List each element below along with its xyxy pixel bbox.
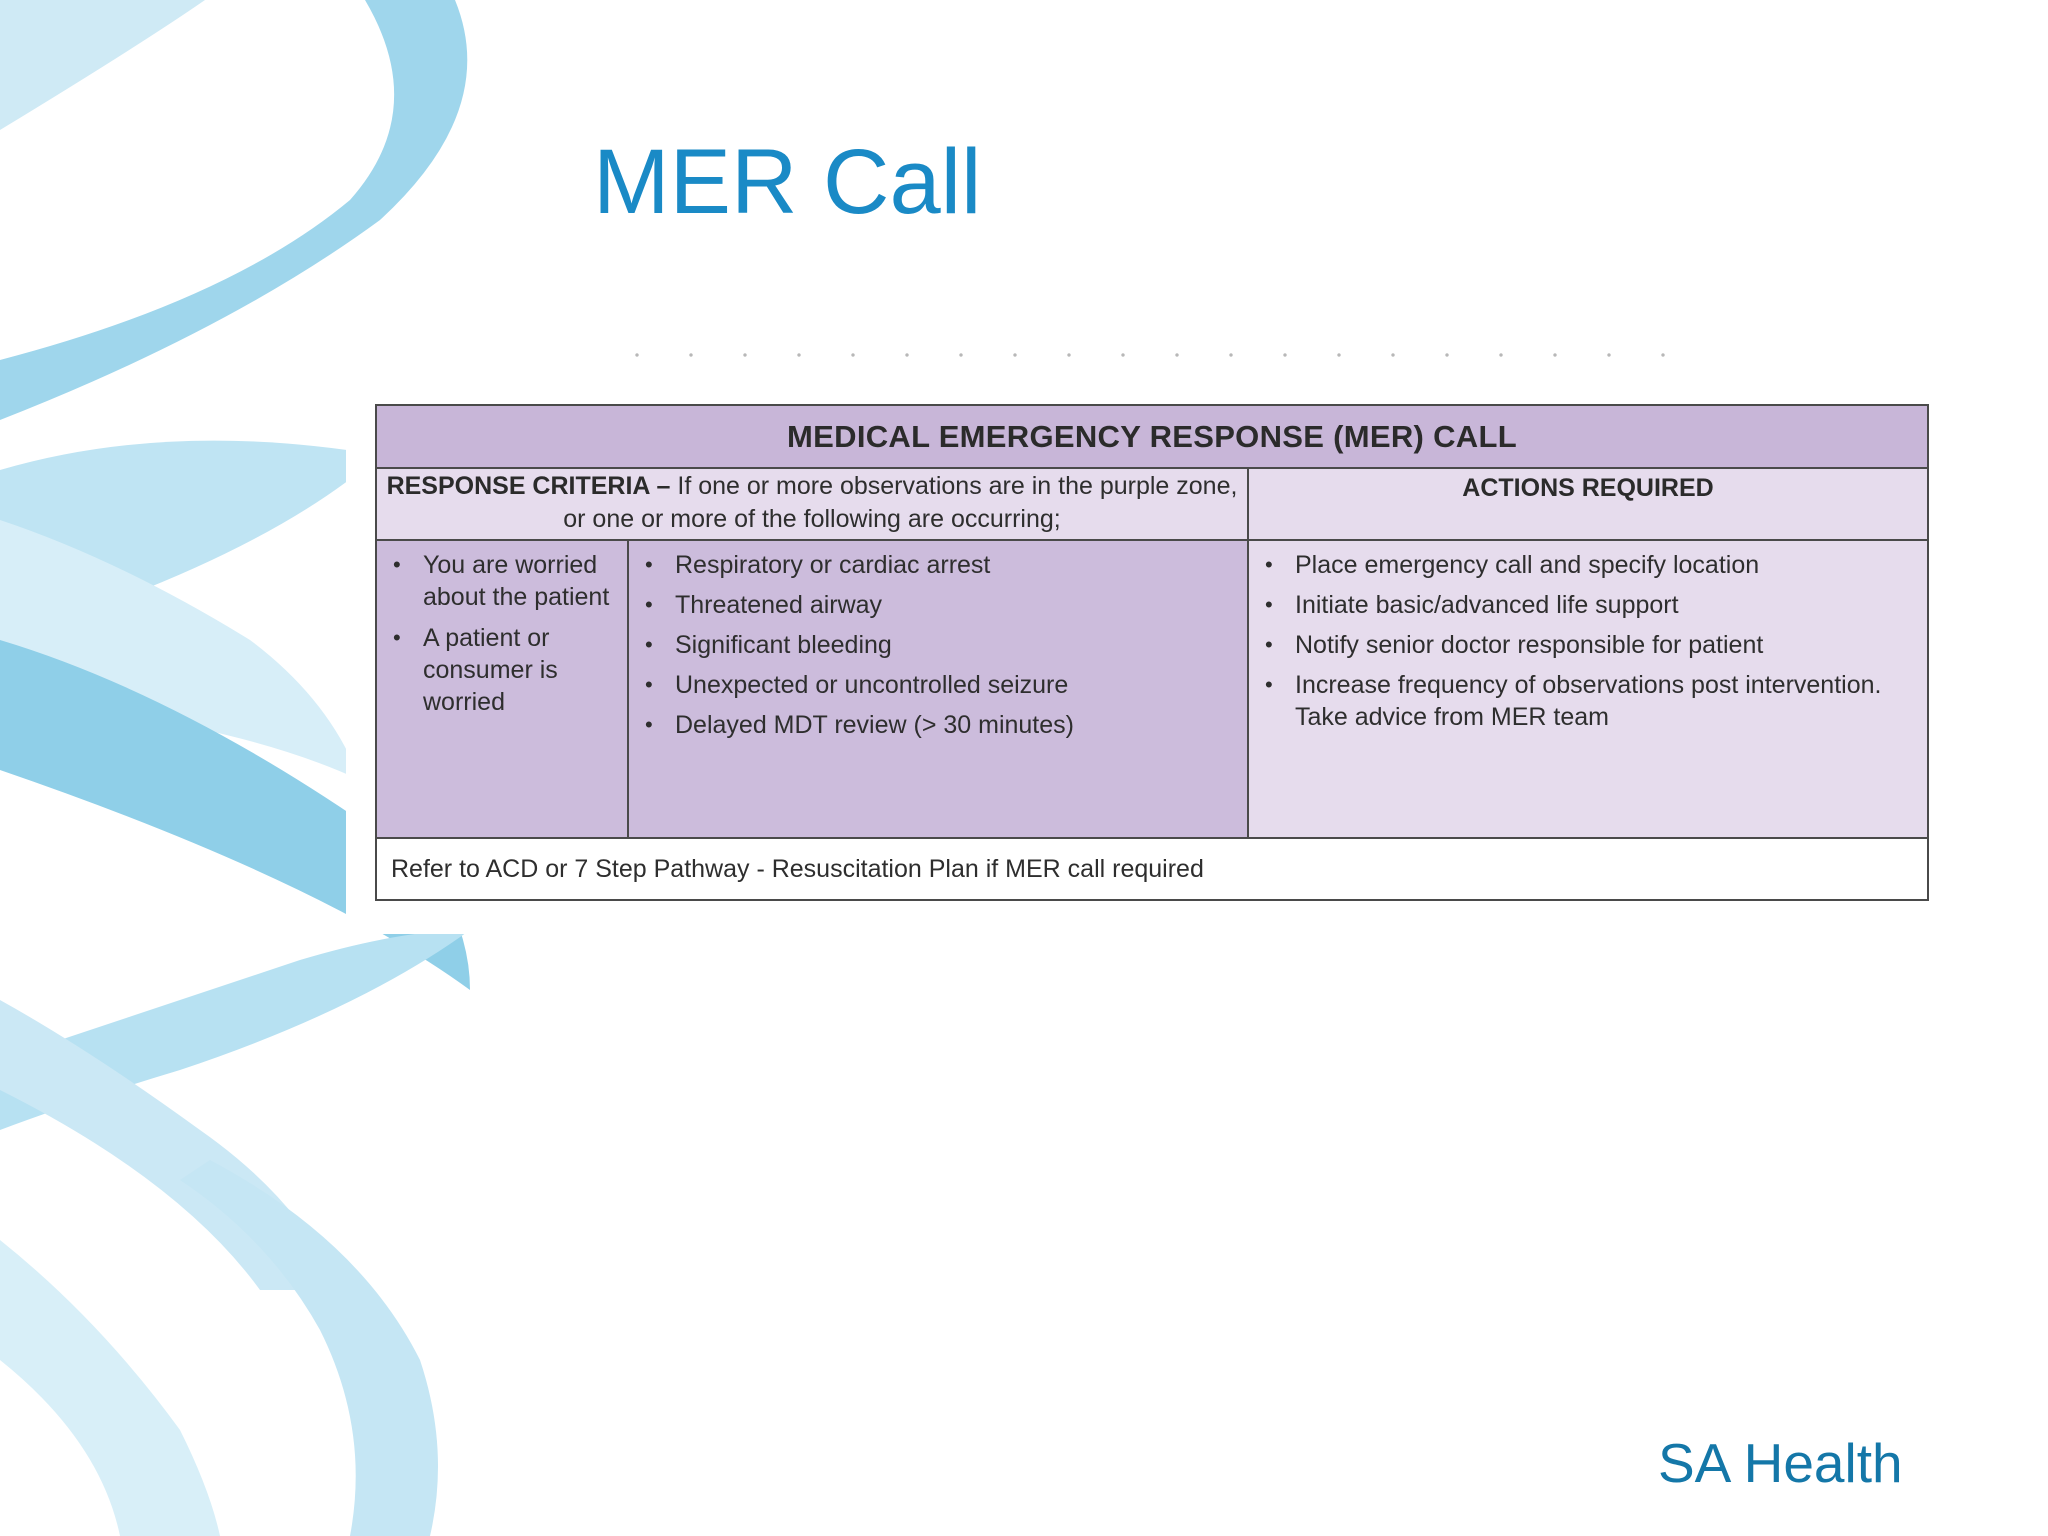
actions-list <box>1263 549 1917 733</box>
criteria-item-text: Respiratory or cardiac arrest <box>675 551 991 579</box>
criteria-item <box>643 589 1237 621</box>
action-item-text: Notify senior doctor responsible for patient <box>1295 631 1764 659</box>
action-item <box>1263 589 1917 621</box>
response-criteria-text: If one or more observations are in the purple zone, or one or more of the following are occurring; <box>563 472 1238 533</box>
criteria-item-text: Significant bleeding <box>675 631 892 659</box>
mer-table-body-row <box>376 540 1928 838</box>
action-item <box>1263 629 1917 661</box>
ribbon-band-bottom-left <box>0 1240 220 1536</box>
bullet-icon: • <box>645 672 653 697</box>
actions-required-heading: ACTIONS REQUIRED <box>1248 468 1928 540</box>
worry-item <box>391 622 617 718</box>
criteria-item <box>643 549 1237 581</box>
criteria-item-text: Threatened airway <box>675 591 883 619</box>
response-criteria-heading <box>376 468 1248 540</box>
bullet-icon: • <box>645 592 653 617</box>
mer-table-heading-row <box>376 468 1928 540</box>
mer-table-title: MEDICAL EMERGENCY RESPONSE (MER) CALL <box>376 405 1928 468</box>
mer-call-table <box>375 404 1929 901</box>
action-item-text: Initiate basic/advanced life support <box>1295 591 1679 619</box>
criteria-item <box>643 629 1237 661</box>
criteria-item <box>643 709 1237 741</box>
criteria-item <box>643 669 1237 701</box>
bullet-icon: • <box>1265 632 1273 657</box>
mer-table-title-row <box>376 405 1928 468</box>
sa-health-brand: SA Health <box>1658 1432 1903 1494</box>
resuscitation-plan-note: Refer to ACD or 7 Step Pathway - Resuscitation Plan if MER call required <box>376 838 1928 900</box>
actions-cell <box>1248 540 1928 838</box>
bullet-icon: • <box>1265 672 1273 697</box>
slide-title: MER Call <box>593 131 982 233</box>
response-criteria-label: RESPONSE CRITERIA – <box>386 472 671 500</box>
action-item-text: Increase frequency of observations post intervention. Take advice from MER team <box>1295 671 1882 731</box>
mer-table-footer-row <box>376 838 1928 900</box>
action-item <box>1263 669 1917 733</box>
bullet-icon: • <box>645 632 653 657</box>
bullet-icon: • <box>645 712 653 737</box>
worry-criteria-cell <box>376 540 628 838</box>
bullet-icon: • <box>393 625 401 650</box>
worry-item <box>391 549 617 613</box>
worry-item-text: A patient or consumer is worried <box>423 624 558 716</box>
ribbon-band-top-left <box>0 0 205 130</box>
clinical-criteria-cell <box>628 540 1248 838</box>
bullet-icon: • <box>1265 592 1273 617</box>
bullet-icon: • <box>645 552 653 577</box>
worry-item-text: You are worried about the patient <box>423 551 610 611</box>
scan-artifact-dots <box>610 352 1670 358</box>
worry-criteria-list <box>391 549 617 718</box>
clinical-criteria-list <box>643 549 1237 741</box>
criteria-item-text: Unexpected or uncontrolled seizure <box>675 671 1069 699</box>
action-item-text: Place emergency call and specify location <box>1295 551 1760 579</box>
criteria-item-text: Delayed MDT review (> 30 minutes) <box>675 711 1074 739</box>
action-item <box>1263 549 1917 581</box>
bullet-icon: • <box>393 552 401 577</box>
bullet-icon: • <box>1265 552 1273 577</box>
